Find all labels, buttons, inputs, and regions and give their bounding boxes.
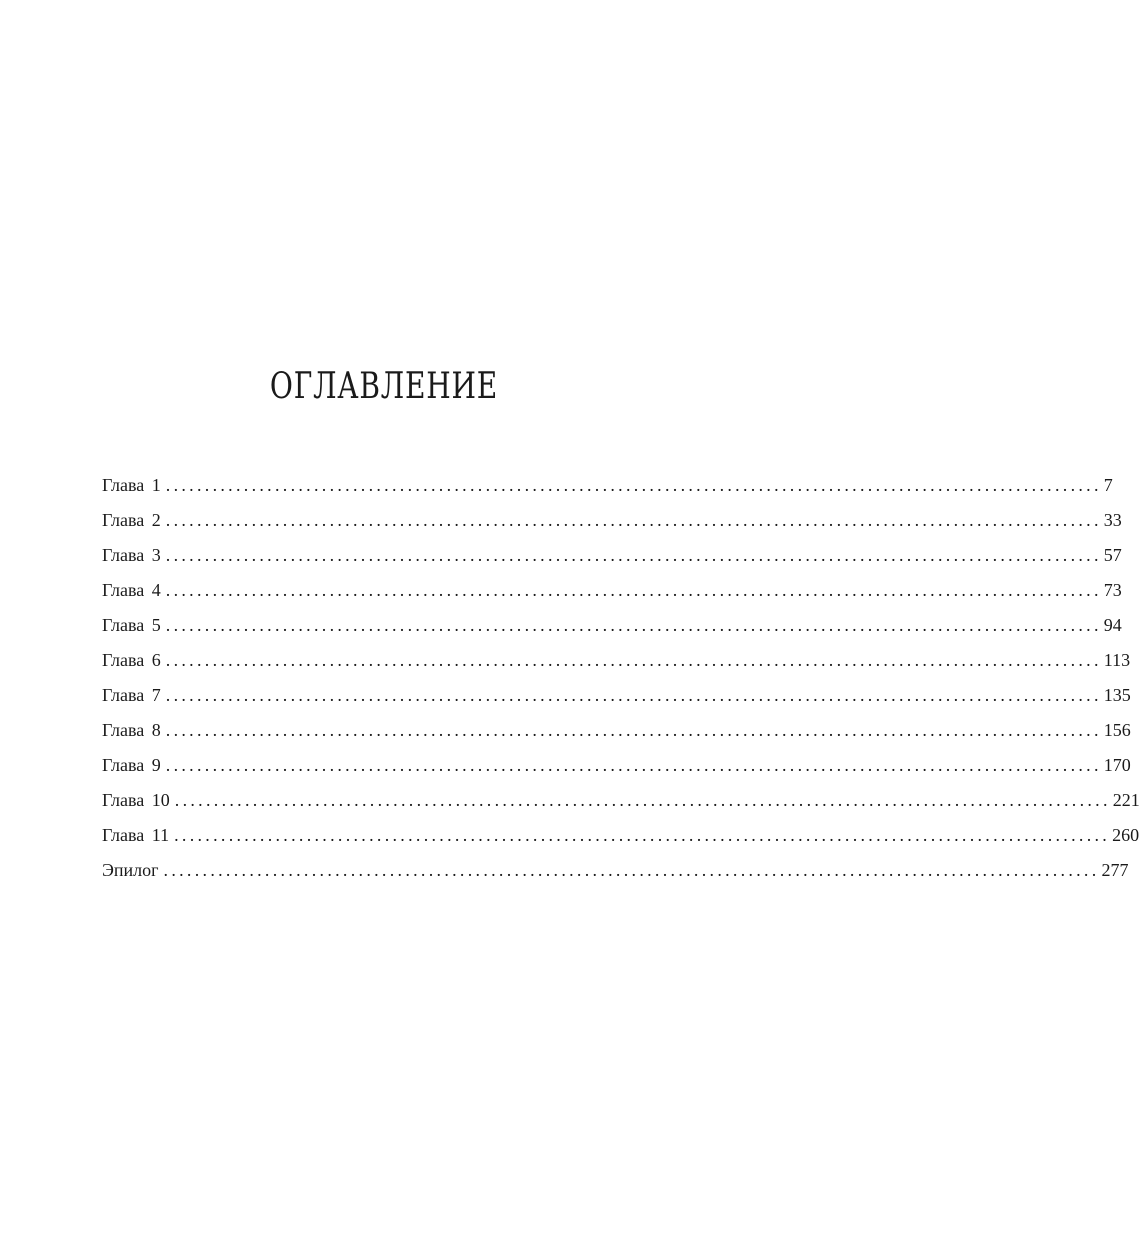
toc-entry-page: 156: [1103, 720, 1131, 740]
toc-entry-page: 94: [1103, 615, 1122, 635]
toc-leader-dots: ........................................................................................................................: [165, 685, 1102, 705]
toc-entry-page: 57: [1103, 545, 1122, 565]
toc-entry-label: Глава 11: [102, 825, 170, 845]
toc-entry-label: Глава 5: [102, 615, 161, 635]
toc-entry-label: Глава 9: [102, 755, 161, 775]
toc-entry[interactable]: [102, 788, 1140, 823]
toc-leader-dots: ........................................................................................................................: [165, 580, 1102, 600]
toc-leader-dots: ........................................................................................................................: [165, 545, 1102, 565]
toc-entry-label: Глава 1: [102, 475, 161, 495]
toc-leader-dots: ........................................................................................................................: [165, 720, 1102, 740]
toc-entry-label: Глава 6: [102, 650, 161, 670]
toc-leader-dots: ........................................................................................................................: [165, 510, 1102, 530]
table-of-contents: [102, 473, 1140, 893]
toc-entry[interactable]: [102, 858, 1129, 893]
toc-entry[interactable]: [102, 718, 1131, 753]
toc-entry-label: Глава 4: [102, 580, 161, 600]
toc-leader-dots: ........................................................................................................................: [174, 790, 1111, 810]
toc-entry[interactable]: [102, 648, 1131, 683]
toc-entry[interactable]: [102, 578, 1122, 613]
toc-entry-label: Глава 8: [102, 720, 161, 740]
toc-leader-dots: ........................................................................................................................: [165, 650, 1102, 670]
toc-entry-label: Глава 3: [102, 545, 161, 565]
toc-entry-page: 260: [1112, 825, 1140, 845]
toc-leader-dots: ........................................................................................................................: [165, 755, 1102, 775]
toc-entry-page: 221: [1112, 790, 1140, 810]
toc-entry[interactable]: [102, 543, 1122, 578]
toc-entry-page: 7: [1103, 475, 1113, 495]
toc-entry-label: Глава 7: [102, 685, 161, 705]
page-title: ОГЛАВЛЕНИЕ: [269, 366, 499, 407]
toc-leader-dots: ........................................................................................................................: [165, 615, 1102, 635]
toc-leader-dots: ........................................................................................................................: [165, 475, 1102, 495]
toc-leader-dots: ........................................................................................................................: [163, 860, 1100, 880]
toc-entry[interactable]: [102, 753, 1131, 788]
toc-entry[interactable]: [102, 508, 1122, 543]
toc-entry-page: 33: [1103, 510, 1122, 530]
toc-entry-page: 113: [1103, 650, 1131, 670]
toc-entry-page: 170: [1103, 755, 1131, 775]
toc-entry[interactable]: [102, 613, 1122, 648]
toc-entry-page: 135: [1103, 685, 1131, 705]
toc-leader-dots: ........................................................................................................................: [174, 825, 1111, 845]
toc-entry[interactable]: [102, 473, 1113, 508]
toc-entry-label: Эпилог: [102, 860, 159, 880]
toc-entry-page: 277: [1101, 860, 1129, 880]
toc-entry[interactable]: [102, 683, 1131, 718]
toc-entry-label: Глава 10: [102, 790, 170, 810]
toc-entry[interactable]: [102, 823, 1140, 858]
toc-entry-page: 73: [1103, 580, 1122, 600]
toc-entry-label: Глава 2: [102, 510, 161, 530]
